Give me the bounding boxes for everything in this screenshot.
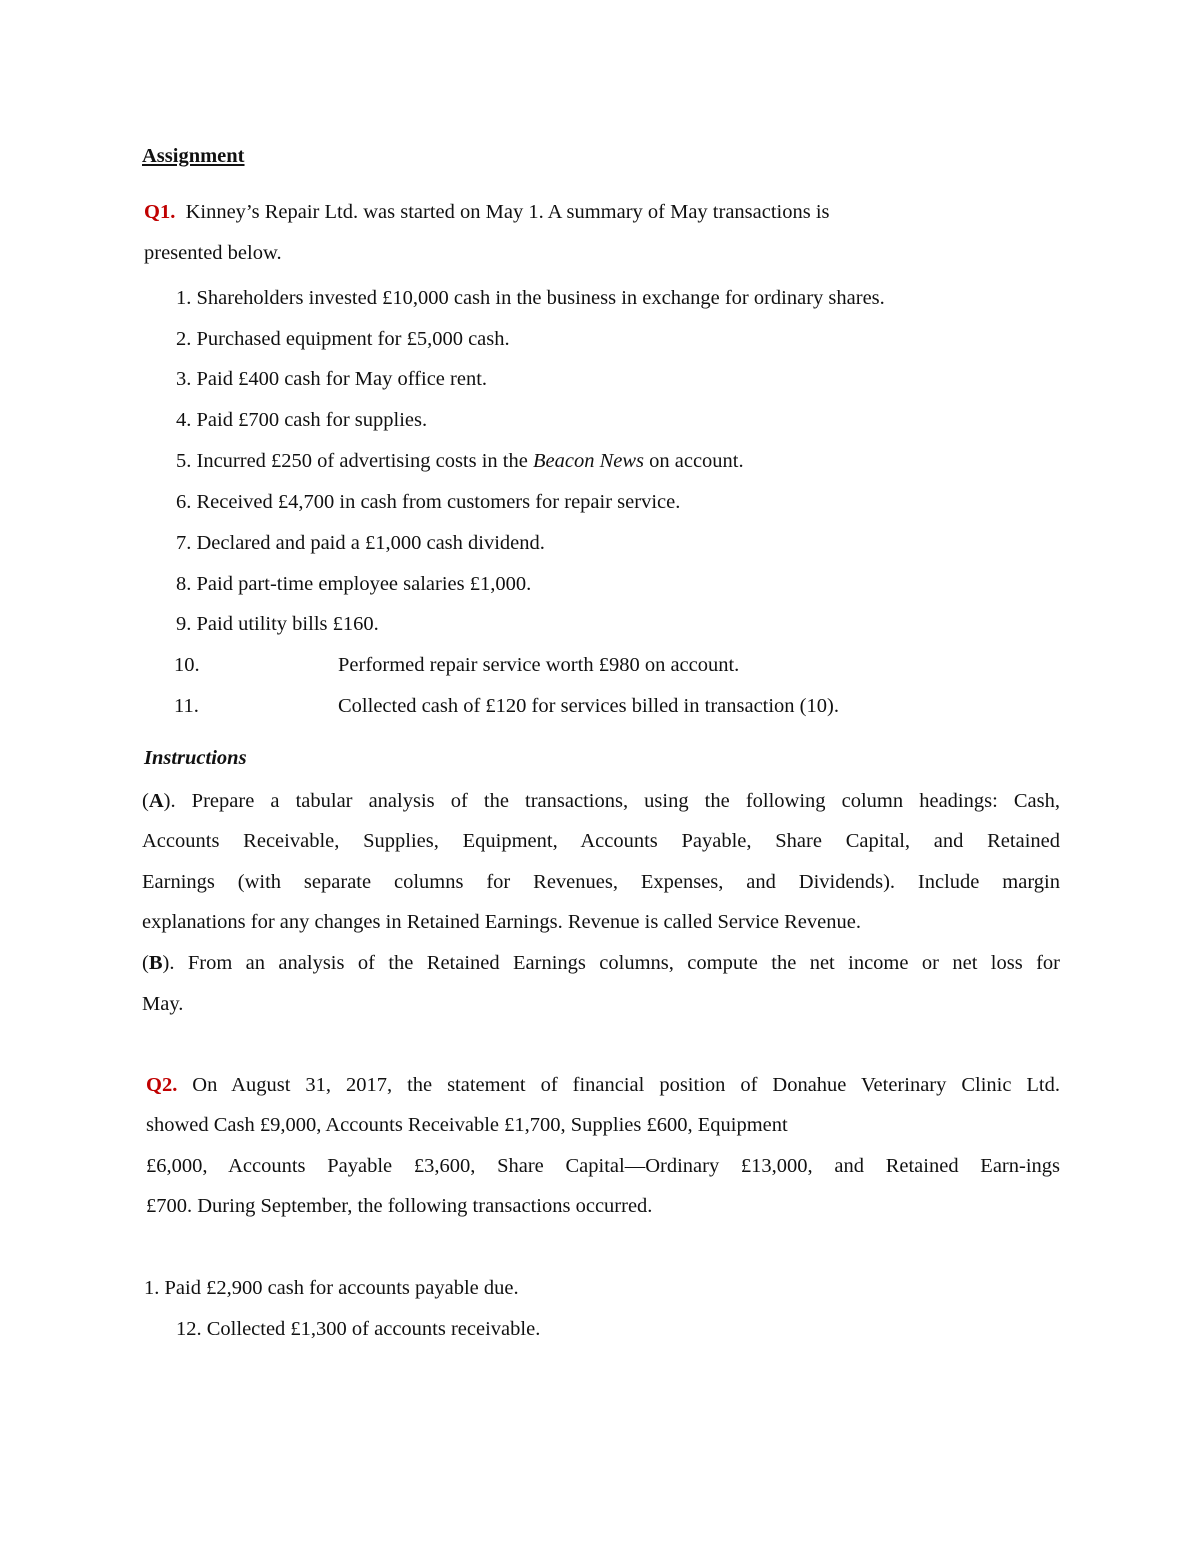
list-item: [176, 614, 379, 635]
item-text: Received £4,700 in cash from customers for repair service.: [196, 491, 681, 513]
list-item: [176, 451, 744, 472]
item-text: Declared and paid a £1,000 cash dividend.: [196, 532, 545, 554]
q1-intro: [144, 202, 830, 223]
instruction-a-line3: Earnings (with separate columns for Revenues, Expenses, and Dividends). Include margin: [142, 871, 1060, 893]
list-item: [176, 533, 545, 554]
q2-line3: £6,000, Accounts Payable £3,600, Share Capital—Ordinary £13,000, and Retained Earn-ings: [146, 1155, 1060, 1177]
item-text: Shareholders invested £10,000 cash in the business in exchange for ordinary shares.: [196, 287, 885, 309]
q2-line1: Q2. On August 31, 2017, the statement of financial position of Donahue Veterinary Clinic Ltd.: [146, 1074, 1060, 1096]
list-item: [144, 1278, 519, 1299]
item-text: Collected £1,300 of accounts receivable.: [206, 1318, 541, 1340]
item-number: 12.: [176, 1318, 202, 1340]
item-text-before: Incurred £250 of advertising costs in the: [196, 450, 533, 472]
list-item: [176, 329, 510, 350]
q2-line4: £700. During September, the following transactions occurred.: [146, 1195, 653, 1217]
list-item: [176, 1319, 540, 1340]
list-item: [174, 696, 839, 717]
instruction-a-line2: Accounts Receivable, Supplies, Equipment, Accounts Payable, Share Capital, and Retained: [142, 830, 1060, 852]
instructions-heading: Instructions: [144, 747, 247, 769]
item-number: 11.: [174, 695, 199, 717]
list-item: [176, 410, 427, 431]
list-item: [176, 492, 680, 513]
item-number: 1.: [176, 287, 192, 309]
item-text: Paid £400 cash for May office rent.: [196, 368, 488, 390]
item-text: Paid £2,900 cash for accounts payable due.: [164, 1277, 519, 1299]
item-number: 10.: [174, 654, 200, 676]
item-number: 3.: [176, 368, 192, 390]
q1-intro-line1: Kinney’s Repair Ltd. was started on May 1. A summary of May transactions is: [185, 201, 830, 223]
q2-line2: showed Cash £9,000, Accounts Receivable £1,700, Supplies £600, Equipment: [146, 1114, 788, 1136]
list-item: [176, 369, 487, 390]
instruction-b-line1: (B). From an analysis of the Retained Earnings columns, compute the net income or net loss for: [142, 952, 1060, 974]
item-text: Collected cash of £120 for services billed in transaction (10).: [338, 695, 839, 717]
q2-label: Q2.: [146, 1074, 178, 1096]
instruction-a-label: A: [148, 790, 164, 812]
instruction-a-line4: explanations for any changes in Retained Earnings. Revenue is called Service Revenue.: [142, 911, 861, 933]
item-text: Purchased equipment for £5,000 cash.: [196, 328, 510, 350]
instruction-b-line2: May.: [142, 993, 184, 1015]
item-text: Paid £700 cash for supplies.: [196, 409, 428, 431]
item-text: Paid utility bills £160.: [196, 613, 379, 635]
item-number: 4.: [176, 409, 192, 431]
item-number: 6.: [176, 491, 192, 513]
instruction-b-label: B: [148, 952, 163, 974]
page-title: Assignment: [142, 145, 245, 167]
item-number: 8.: [176, 573, 192, 595]
q1-label: Q1.: [144, 201, 176, 223]
item-text: Paid part-time employee salaries £1,000.: [196, 573, 532, 595]
list-item: [176, 574, 531, 595]
item-number: 1.: [144, 1277, 160, 1299]
item-text-after: on account.: [644, 450, 744, 472]
item-number: 2.: [176, 328, 192, 350]
item-number: 5.: [176, 450, 192, 472]
item-text-italic: Beacon News: [532, 450, 644, 472]
item-number: 7.: [176, 532, 192, 554]
item-number: 9.: [176, 613, 192, 635]
list-item: [174, 655, 739, 676]
list-item: [176, 288, 885, 309]
item-text: Performed repair service worth £980 on account.: [338, 654, 740, 676]
q1-intro-line2: presented below.: [144, 242, 282, 264]
instruction-a-line1: (A). Prepare a tabular analysis of the transactions, using the following column headings: Cash,: [142, 790, 1060, 812]
